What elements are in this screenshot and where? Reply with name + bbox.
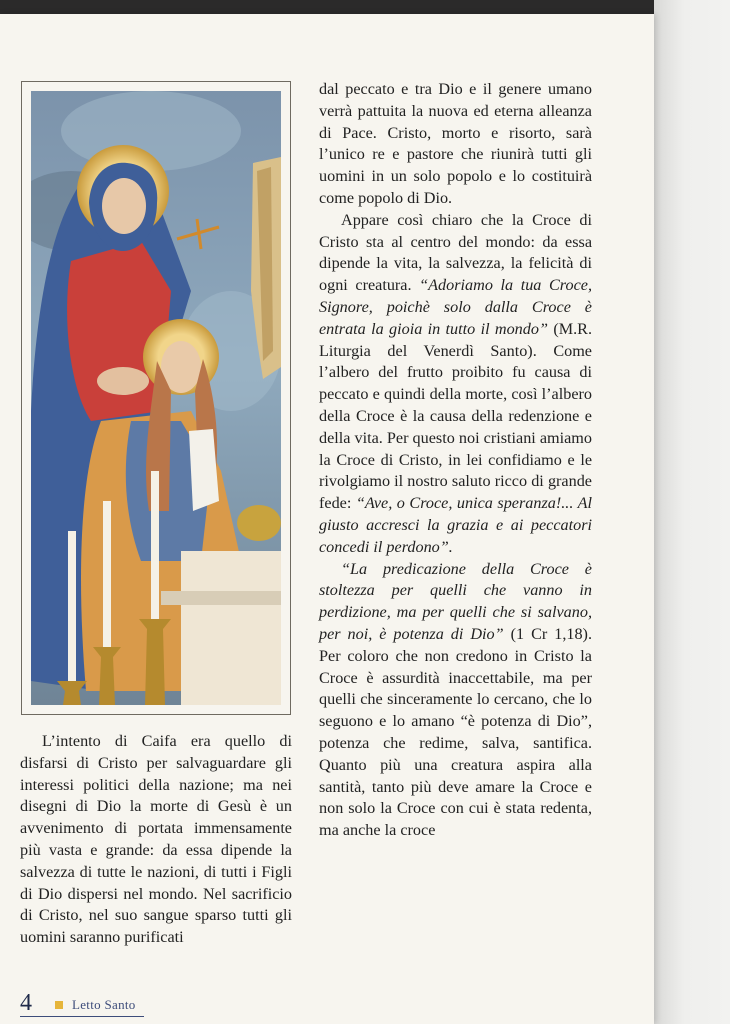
paragraph: L’intento di Caifa era quello di disfarsi di Cristo per salvaguardare gli interessi politici della nazione; ma nei disegni di Dio la morte di Gesù è un avvenimento di portata immensamente più vasta e grande: da essa dipende la salvezza di tutte le nazioni, di tutti i Figli di Dio dispersi nel mondo. Nel sacrificio di Cristo, nel suo sangue sparso tutti gli uomini saranno purificati — [20, 732, 292, 947]
paragraph — [319, 559, 592, 842]
scan-margin — [654, 0, 730, 1024]
quote-italic: “Adoriamo la tua Croce, Signore, poichè solo dalla Croce è entrata la gioia in tutto il mondo” — [319, 276, 592, 338]
page-number: 4 — [20, 990, 32, 1016]
text-run: Appare così chiaro che la Croce di Cristo sta al centro del mondo: da essa dipende la vita, la salvezza, la felicità di ogni creatura. — [319, 210, 592, 295]
paragraph — [319, 210, 592, 559]
page-top-edge — [0, 0, 654, 14]
text-run: (1 Cr 1,18). Per coloro che non credono in Cristo la Croce è assurdità inaccettabile, ma per quelli che sinceramente lo cercano, che lo seguono e lo amano “è potenza di Dio”, potenza che redime, salva, santifica. Quanto più una creatura aspira alla santità, tanto più deve amare la Croce e non solo la Croce con cui è stata redenta, ma anche la croce — [319, 624, 592, 840]
page-footer — [20, 990, 150, 1020]
text-run: (M.R. Liturgia del Venerdì Santo). Come l’albero del frutto proibito fu causa di peccato e quindi della morte, così l’albero della Croce è la causa della redenzione e della vita. Per questo noi cristiani amiamo la Croce di Cristo, in lei confidiamo e le rivolgiamo il nostro saluto ricco di grande fede: — [319, 319, 592, 513]
publication-title: Letto Santo — [72, 997, 136, 1012]
left-column-text — [20, 731, 292, 949]
right-column-text — [319, 79, 592, 842]
quote-italic: “La predicazione della Croce è stoltezza per quelli che vanno in perdizione, ma per quelli che si salvano, per noi, è potenza di Dio” — [319, 559, 592, 643]
painting-figure — [21, 81, 291, 715]
footer-rule — [20, 1016, 144, 1017]
paragraph: dal peccato e tra Dio e il genere umano verrà pattuita la nuova ed eterna alleanza di Pace. Cristo, morto e risorto, sarà l’unico re e pastore che riunirà tutti gli uomini in un solo popolo e lo costituirà come popolo di Dio. — [319, 80, 592, 207]
quote-italic: “Ave, o Croce, unica speranza!... Al giusto accresci la grazia e ai peccatori concedi il perdono”. — [319, 494, 592, 556]
square-bullet-icon — [55, 1001, 63, 1009]
painting-image — [31, 91, 281, 705]
